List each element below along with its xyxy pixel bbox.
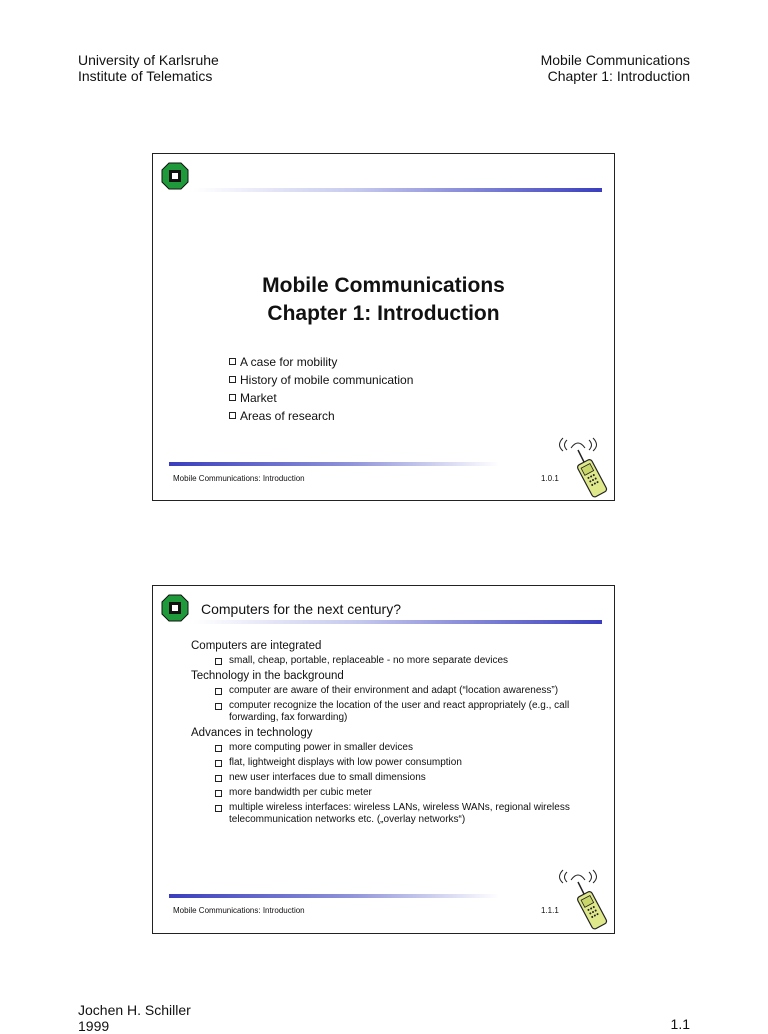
page-number: 1.1 (670, 1016, 690, 1032)
list-item: multiple wireless interfaces: wireless LANs, wireless WANs, regional wireless telecommunication networks etc. („overlay networks“) (191, 802, 591, 826)
bullet-square-icon (215, 745, 222, 752)
list-item: computer are aware of their environment and adapt (“location awareness”) (191, 685, 591, 697)
bullet-square-icon (215, 760, 222, 767)
slide-footer-text: Mobile Communications: Introduction (173, 906, 305, 915)
page-header-right (541, 52, 690, 84)
page-header-left (78, 52, 219, 84)
list-item: flat, lightweight displays with low power consumption (191, 757, 591, 769)
list-item: more computing power in smaller devices (191, 742, 591, 754)
bullet-square-icon (215, 658, 222, 665)
list-item: computer recognize the location of the user and react appropriately (e.g., call forwarding, fax forwarding) (191, 700, 591, 724)
course-name: Mobile Communications (540, 52, 690, 68)
slide-body (191, 638, 591, 829)
bullet-square-icon (215, 775, 222, 782)
section-heading: Computers are integrated (191, 640, 322, 652)
section-heading: Advances in technology (191, 727, 313, 739)
list-item: History of mobile communication (229, 371, 413, 389)
author-name: Jochen H. Schiller (78, 1002, 191, 1018)
list-item: new user interfaces due to small dimensions (191, 772, 591, 784)
slide-header-line (193, 620, 602, 624)
bullet-square-icon (215, 688, 222, 695)
slide-number: 1.1.1 (541, 906, 559, 915)
list-item: more bandwidth per cubic meter (191, 787, 591, 799)
bullet-square-icon (229, 376, 236, 383)
mobile-phone-icon (551, 436, 615, 500)
university-logo-icon (161, 162, 189, 190)
slide-title-line-2: Chapter 1: Introduction (267, 302, 500, 325)
chapter-name: Chapter 1: Introduction (547, 68, 690, 84)
slide-1 (152, 153, 615, 501)
university-name: University of Karlsruhe (78, 52, 219, 68)
slide-footer-text: Mobile Communications: Introduction (173, 474, 305, 483)
agenda-list (229, 353, 413, 425)
slide-header-line (193, 188, 602, 192)
slide-title: Computers for the next century? (201, 601, 401, 617)
bullet-square-icon (229, 394, 236, 401)
bullet-square-icon (215, 805, 222, 812)
list-item: small, cheap, portable, replaceable - no more separate devices (191, 655, 591, 667)
bullet-square-icon (229, 358, 236, 365)
list-item: A case for mobility (229, 353, 413, 371)
slide-2 (152, 585, 615, 934)
slide-footer-line (169, 894, 499, 898)
list-item: Areas of research (229, 407, 413, 425)
publication-year: 1999 (78, 1018, 110, 1034)
university-logo-icon (161, 594, 189, 622)
bullet-square-icon (215, 703, 222, 710)
slide-number: 1.0.1 (541, 474, 559, 483)
institute-name: Institute of Telematics (78, 68, 213, 84)
bullet-square-icon (229, 412, 236, 419)
slide-title (153, 272, 614, 328)
list-item: Market (229, 389, 413, 407)
mobile-phone-icon (551, 868, 615, 932)
section-heading: Technology in the background (191, 670, 344, 682)
slide-title-line-1: Mobile Communications (262, 274, 505, 297)
slide-footer-line (169, 462, 499, 466)
bullet-square-icon (215, 790, 222, 797)
